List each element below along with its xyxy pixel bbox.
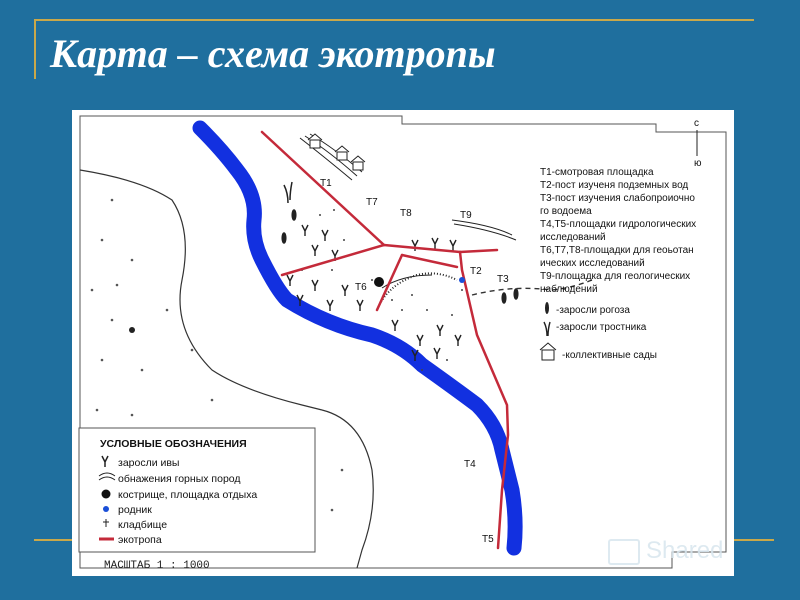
legend-spring: родник <box>118 504 152 516</box>
description-line: Т2-пост изученя подземных вод <box>540 180 689 191</box>
compass <box>694 118 702 169</box>
spring-icon <box>103 506 109 512</box>
legend-willow: заросли ивы <box>118 457 180 469</box>
ecotrail-map <box>72 110 734 576</box>
presentation-icon <box>608 539 640 565</box>
spring-marker <box>459 277 465 283</box>
top-accent-line <box>34 19 754 21</box>
side-legend-cattail: -заросли рогоза <box>556 305 630 316</box>
description-line: го водоема <box>540 206 592 217</box>
well-symbol <box>129 327 135 333</box>
legend-campfire: кострище, площадка отдыха <box>118 489 258 501</box>
watermark <box>608 537 723 565</box>
cattail-icon <box>545 302 549 314</box>
map-svg <box>72 110 734 576</box>
compass-south-label: ю <box>694 158 702 169</box>
campfire-marker <box>374 277 384 287</box>
legend-title: УСЛОВНЫЕ ОБОЗНАЧЕНИЯ <box>100 438 247 450</box>
point-label-t7: Т7 <box>366 197 378 208</box>
rock-outcrop-2 <box>377 273 457 310</box>
forest-boundary-2 <box>322 410 373 568</box>
compass-north-label: с <box>694 118 699 129</box>
point-descriptions <box>540 167 696 295</box>
legend-cemetery: кладбище <box>118 519 168 531</box>
description-line: Т4,Т5-площадки гидрологических <box>540 219 697 230</box>
description-line: ических исследований <box>540 258 645 269</box>
description-line: Т9-площадка для геологических <box>540 271 691 282</box>
point-label-t9: Т9 <box>460 210 472 221</box>
house-icon <box>540 343 556 360</box>
description-line: исследований <box>540 232 606 243</box>
house-icons <box>308 134 365 170</box>
description-line: Т3-пост изучения слабопроиочно <box>540 193 695 204</box>
legend-trail: экотропа <box>118 534 162 546</box>
description-line: Т6,Т7,Т8-площадки для геоьотан <box>540 245 694 256</box>
reed-icon <box>544 322 550 336</box>
point-label-t1: Т1 <box>320 178 332 189</box>
point-label-t4: Т4 <box>464 459 476 470</box>
description-line: Т1-смотровая площадка <box>540 167 654 178</box>
point-label-t8: Т8 <box>400 208 412 219</box>
slide-title: Карта – схема экотропы <box>50 31 496 76</box>
side-legend-gardens: -коллективные сады <box>562 350 657 361</box>
left-accent-line <box>34 19 36 79</box>
point-label-t5: Т5 <box>482 534 494 545</box>
point-label-t6: Т6 <box>355 282 367 293</box>
legend-box <box>79 428 315 552</box>
side-legend <box>540 302 657 361</box>
side-legend-reed: -заросли тростника <box>556 322 647 333</box>
reed-symbols <box>282 182 518 303</box>
watermark-text: Shared <box>646 537 724 564</box>
description-line: наблюдений <box>540 284 598 295</box>
campfire-icon <box>102 490 111 499</box>
point-label-t2: Т2 <box>470 266 482 277</box>
point-label-t3: Т3 <box>497 274 509 285</box>
legend-rocks: обнажения горных пород <box>118 473 241 485</box>
scale-label: МАСШТАБ 1 : 1000 <box>104 560 210 572</box>
